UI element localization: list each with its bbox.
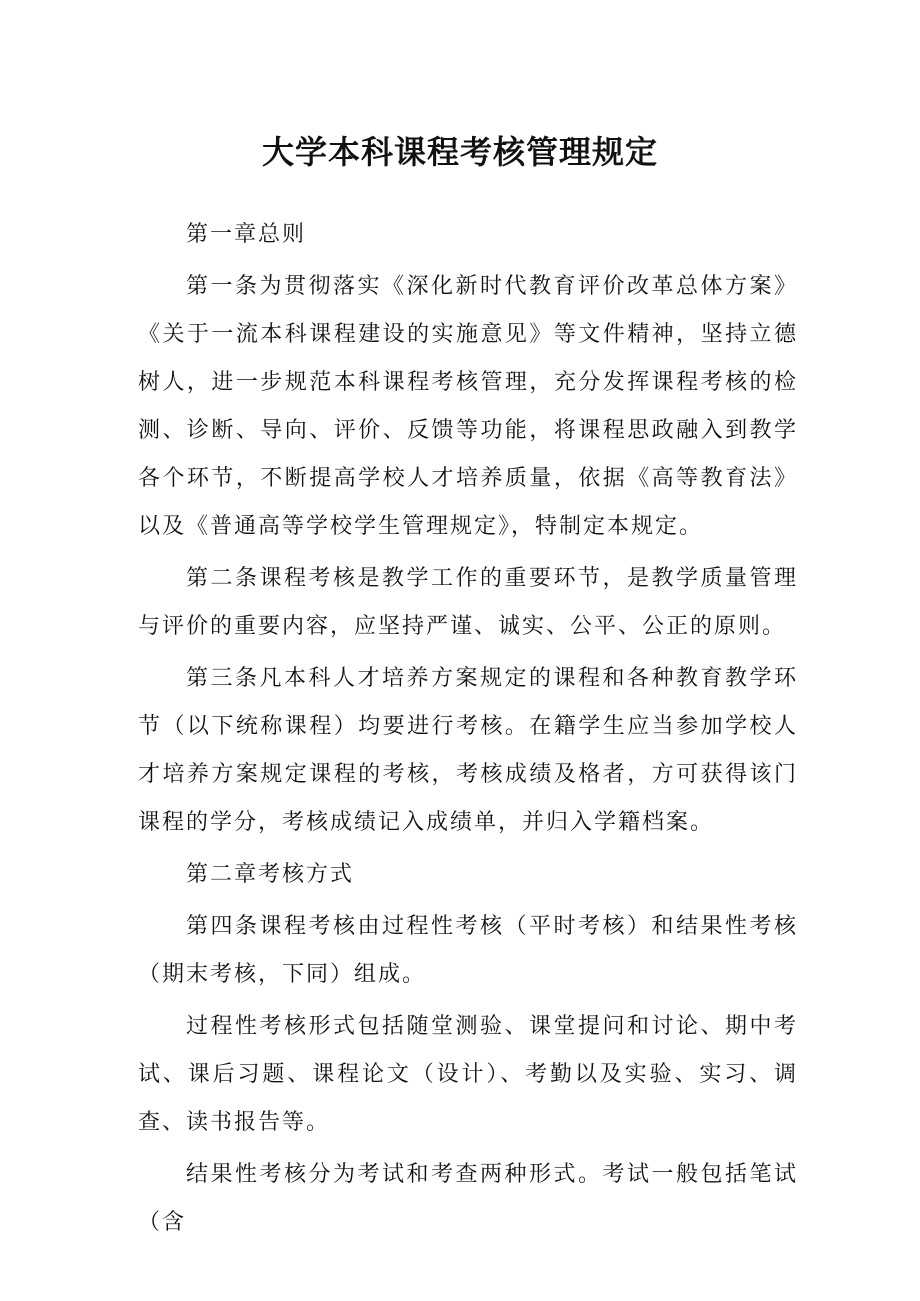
- process-assessment-paragraph: 过程性考核形式包括随堂测验、课堂提问和讨论、期中考试、课后习题、课程论文（设计）、考勤以及实验、实习、调查、读书报告等。: [138, 1014, 798, 1135]
- document-title: 大学本科课程考核管理规定: [261, 133, 658, 171]
- chapter-heading-2: 第二章考核方式: [186, 862, 355, 887]
- article-4-paragraph: 第四条课程考核由过程性考核（平时考核）和结果性考核（期末考核，下同）组成。: [138, 914, 798, 987]
- result-assessment-paragraph: 结果性考核分为考试和考查两种形式。考试一般包括笔试（含: [138, 1162, 798, 1235]
- article-2-paragraph: 第二条课程考核是教学工作的重要环节，是教学质量管理与评价的重要内容，应坚持严谨、诚实、公平、公正的原则。: [138, 566, 798, 639]
- chapter-heading-1: 第一章总则: [186, 222, 307, 247]
- document-body: [138, 211, 798, 1251]
- article-3-paragraph: 第三条凡本科人才培养方案规定的课程和各种教育教学环节（以下统称课程）均要进行考核。在籍学生应当参加学校人才培养方案规定课程的考核，考核成绩及格者，方可获得该门课程的学分，考核成绩记入成绩单，并归入学籍档案。: [138, 666, 798, 835]
- article-1-paragraph: 第一条为贯彻落实《深化新时代教育评价改革总体方案》《关于一流本科课程建设的实施意见》等文件精神，坚持立德树人，进一步规范本科课程考核管理，充分发挥课程考核的检测、诊断、导向、评价、反馈等功能，将课程思政融入到教学各个环节，不断提高学校人才培养质量，依据《高等教育法》以及《普通高等学校学生管理规定》，特制定本规定。: [138, 274, 798, 539]
